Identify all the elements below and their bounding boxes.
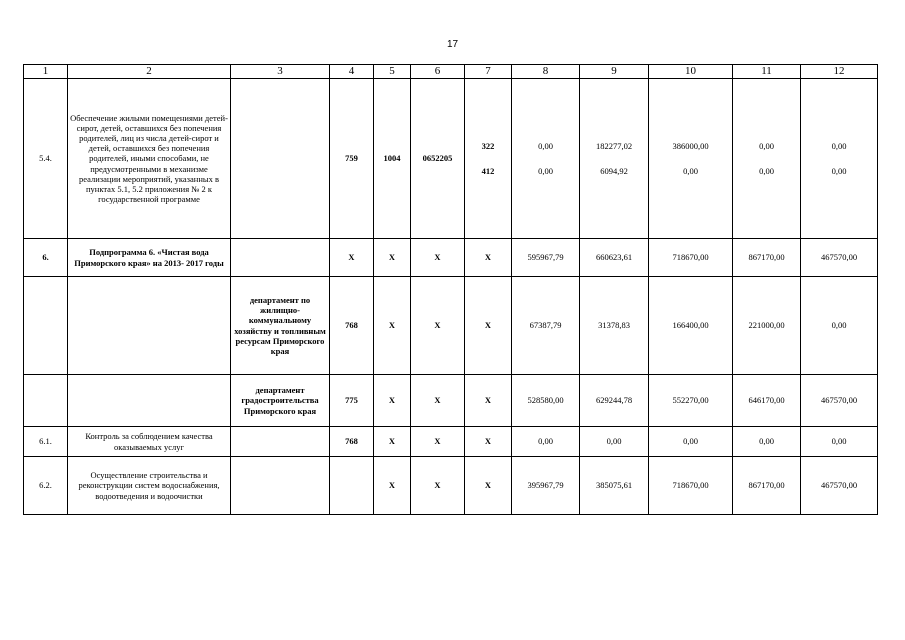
amount-col12 — [801, 79, 878, 239]
amount-col9 — [580, 79, 649, 239]
code-type: X — [465, 375, 512, 427]
amount-col11 — [733, 79, 801, 239]
amount-col10: 552270,00 — [649, 375, 733, 427]
header-cell: 8 — [512, 65, 580, 79]
header-cell: 1 — [24, 65, 68, 79]
code-article: 0652205 — [411, 79, 465, 239]
amount-col8: 528580,00 — [512, 375, 580, 427]
amount-col9: 0,00 — [580, 427, 649, 457]
code-section: X — [374, 427, 411, 457]
code-type: X — [465, 427, 512, 457]
row-number — [24, 375, 68, 427]
row-number — [24, 277, 68, 375]
code-type — [465, 79, 512, 239]
amount-col10: 718670,00 — [649, 239, 733, 277]
table-row — [24, 427, 878, 457]
amount-col8 — [512, 79, 580, 239]
row-description: Обеспечение жилыми помещениями детей-сирот, детей, оставшихся без попечения родителей, лиц из числа детей-сирот и детей, оставшихся без попечения родителей, иными способами, не предусмотренными в механизме реализации мероприятий, указанных в пунктах 5.1, 5.2 приложения № 2 к государственной программе — [68, 79, 231, 239]
amount-col8: 67387,79 — [512, 277, 580, 375]
amount-col11: 221000,00 — [733, 277, 801, 375]
amount-col11: 646170,00 — [733, 375, 801, 427]
row-description: Подпрограмма 6. «Чистая вода Приморского края» на 2013- 2017 годы — [68, 239, 231, 277]
row-executor — [231, 79, 330, 239]
value-line: 0,00 — [759, 141, 774, 152]
header-row — [24, 65, 878, 79]
value-line: 0,00 — [831, 165, 847, 176]
amount-col8: 595967,79 — [512, 239, 580, 277]
value-line: 0,00 — [831, 141, 847, 152]
amount-col8: 395967,79 — [512, 457, 580, 515]
code-section: 1004 — [374, 79, 411, 239]
row-executor — [231, 427, 330, 457]
code-admin: 759 — [330, 79, 374, 239]
amount-col10: 718670,00 — [649, 457, 733, 515]
code-admin: 768 — [330, 277, 374, 375]
value-line: 6094,92 — [600, 165, 628, 176]
amount-col10: 0,00 — [649, 427, 733, 457]
amount-col12: 467570,00 — [801, 239, 878, 277]
table-row — [24, 457, 878, 515]
code-type: X — [465, 277, 512, 375]
row-number: 5.4. — [24, 79, 68, 239]
code-section: X — [374, 239, 411, 277]
table-row — [24, 375, 878, 427]
code-article: X — [411, 427, 465, 457]
row-number: 6.2. — [24, 457, 68, 515]
header-cell: 12 — [801, 65, 878, 79]
table-row — [24, 277, 878, 375]
row-executor — [231, 239, 330, 277]
header-cell: 2 — [68, 65, 231, 79]
row-description — [68, 375, 231, 427]
budget-table — [23, 64, 878, 515]
amount-col9: 385075,61 — [580, 457, 649, 515]
code-admin — [330, 457, 374, 515]
table-row — [24, 239, 878, 277]
code-section: X — [374, 375, 411, 427]
code-type: X — [465, 239, 512, 277]
value-line: 322 — [481, 141, 495, 152]
code-article: X — [411, 277, 465, 375]
row-description — [68, 277, 231, 375]
value-line: 0,00 — [683, 165, 698, 176]
amount-col11: 867170,00 — [733, 457, 801, 515]
header-cell: 3 — [231, 65, 330, 79]
code-section: X — [374, 457, 411, 515]
value-line: 412 — [481, 165, 495, 176]
value-line: 386000,00 — [672, 141, 709, 152]
header-cell: 6 — [411, 65, 465, 79]
amount-col12: 0,00 — [801, 427, 878, 457]
header-cell: 7 — [465, 65, 512, 79]
header-cell: 10 — [649, 65, 733, 79]
amount-col11: 867170,00 — [733, 239, 801, 277]
header-cell: 11 — [733, 65, 801, 79]
amount-col9: 629244,78 — [580, 375, 649, 427]
header-cell: 9 — [580, 65, 649, 79]
row-executor: департамент градостроительства Приморского края — [231, 375, 330, 427]
header-cell: 5 — [374, 65, 411, 79]
code-article: X — [411, 457, 465, 515]
code-admin: 775 — [330, 375, 374, 427]
amount-col10: 166400,00 — [649, 277, 733, 375]
amount-col12: 467570,00 — [801, 457, 878, 515]
page-number: 17 — [446, 39, 459, 50]
header-cell: 4 — [330, 65, 374, 79]
amount-col11: 0,00 — [733, 427, 801, 457]
row-number: 6. — [24, 239, 68, 277]
value-line: 0,00 — [538, 141, 553, 152]
amount-col12: 0,00 — [801, 277, 878, 375]
row-executor: департамент по жилищно-коммунальному хозяйству и топливным ресурсам Приморского края — [231, 277, 330, 375]
row-description: Осуществление строительства и реконструкции систем водоснабжения, водоотведения и водоочистки — [68, 457, 231, 515]
code-admin: 768 — [330, 427, 374, 457]
code-admin: X — [330, 239, 374, 277]
amount-col9: 31378,83 — [580, 277, 649, 375]
amount-col9: 660623,61 — [580, 239, 649, 277]
amount-col12: 467570,00 — [801, 375, 878, 427]
amount-col8: 0,00 — [512, 427, 580, 457]
amount-col10 — [649, 79, 733, 239]
code-article: X — [411, 239, 465, 277]
code-section: X — [374, 277, 411, 375]
value-line: 0,00 — [538, 165, 553, 176]
value-line: 0,00 — [759, 165, 774, 176]
code-article: X — [411, 375, 465, 427]
row-description: Контроль за соблюдением качества оказываемых услуг — [68, 427, 231, 457]
table-row — [24, 79, 878, 239]
code-type: X — [465, 457, 512, 515]
row-number: 6.1. — [24, 427, 68, 457]
row-executor — [231, 457, 330, 515]
value-line: 182277,02 — [595, 141, 633, 152]
